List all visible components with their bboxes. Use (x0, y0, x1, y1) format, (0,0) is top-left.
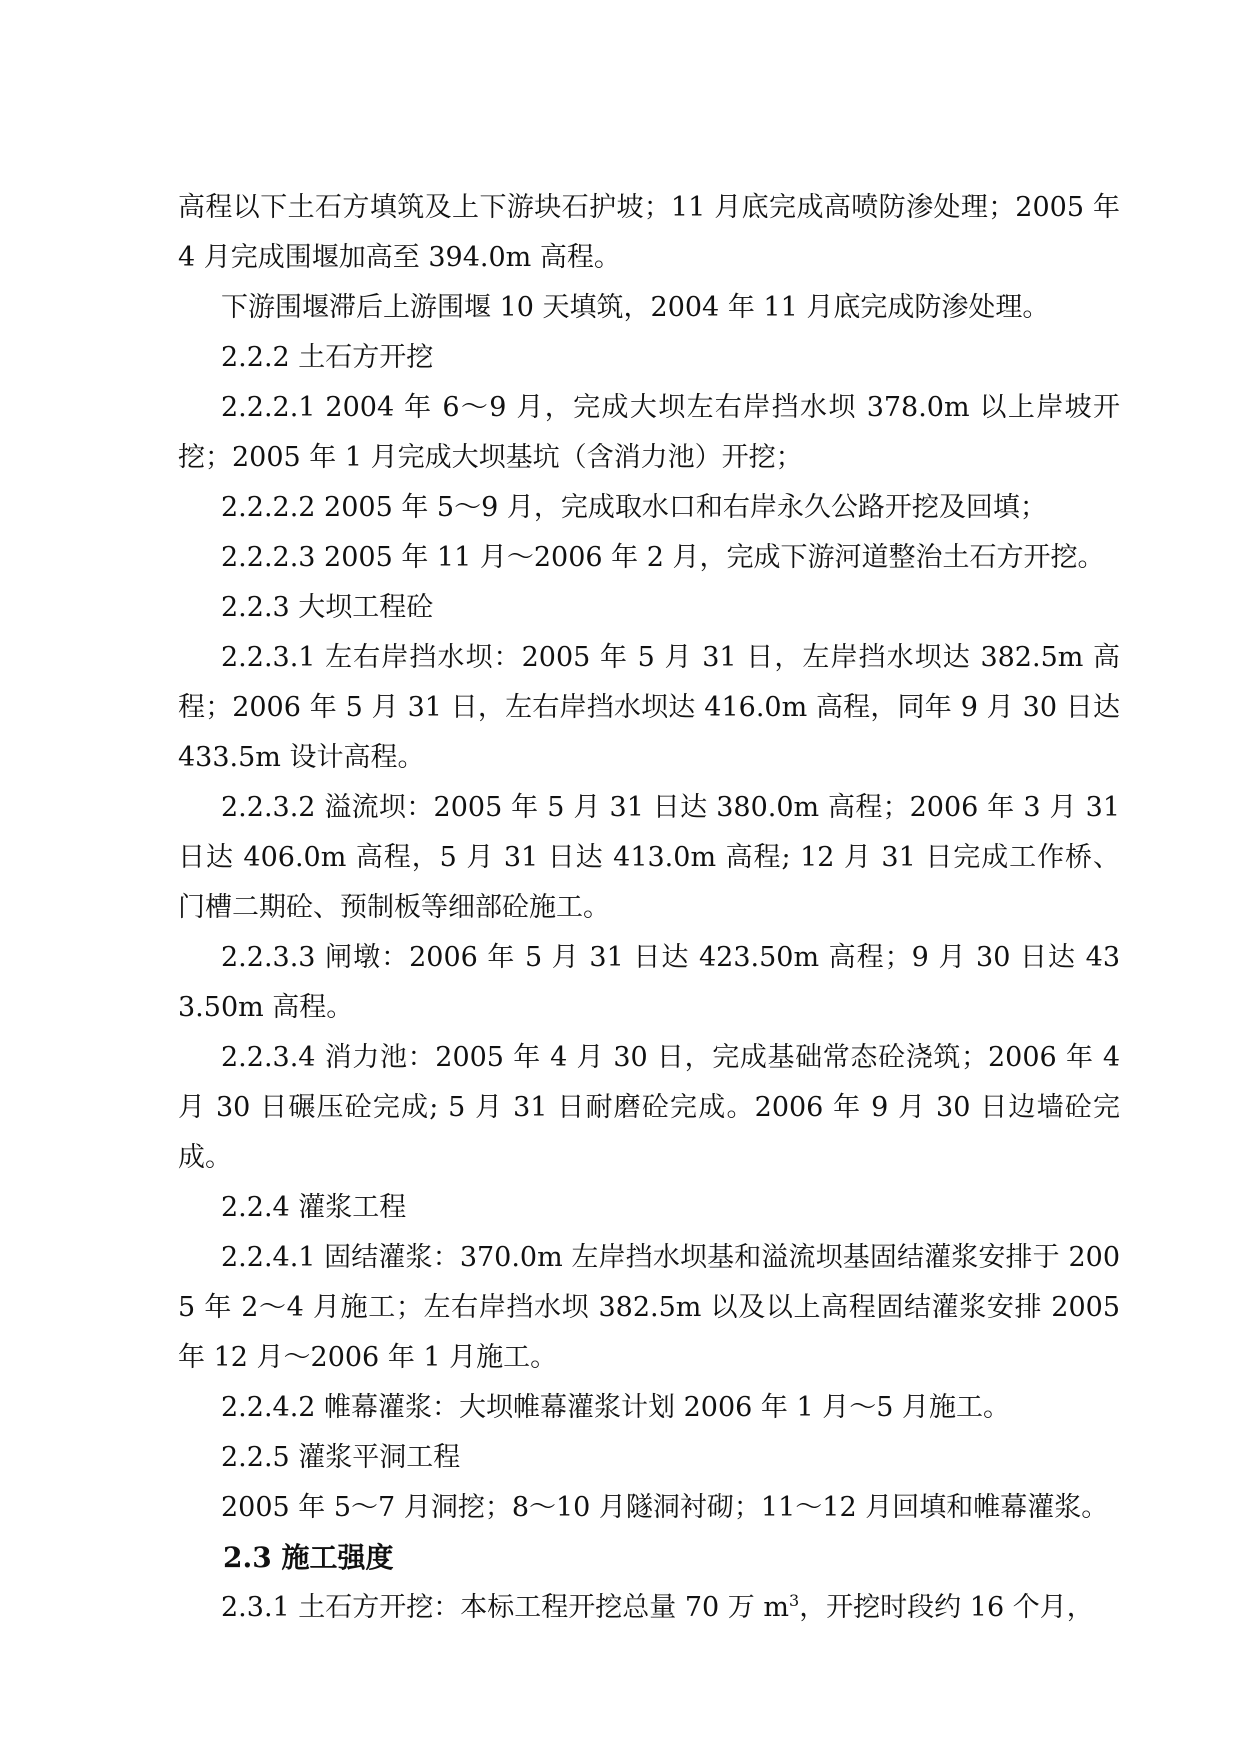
paragraph-2-3-1-tail: ，开挖时段约 16 个月， (799, 1592, 1094, 1623)
paragraph-2-2-2-2: 2.2.2.2 2005 年 5～9 月，完成取水口和右岸永久公路开挖及回填； (221, 492, 1047, 523)
paragraph-2-2-3-4: 2.2.3.4 消力池：2005 年 4 月 30 日，完成基础常态砼浇筑；2006 年 4 月 30 日碾压砼完成; 5 月 31 日耐磨砼完成。2006 年 9 月 30 日边墙砼完成。 (178, 1042, 1120, 1173)
paragraph-2-3-1 (178, 1583, 1120, 1633)
superscript-cubic: 3 (789, 1591, 800, 1610)
subheading-grouting-adit: 2.2.5 灌浆平洞工程 (221, 1442, 461, 1473)
paragraph-grouting-adit-schedule: 2005 年 5～7 月洞挖；8～10 月隧洞衬砌；11～12 月回填和帷幕灌浆。 (221, 1492, 1109, 1523)
paragraph-cofferdam-fill: 高程以下土石方填筑及上下游块石护坡；11 月底完成高喷防渗处理；2005 年 4 月完成围堰加高至 394.0m 高程。 (178, 192, 1120, 273)
section-heading-construction-intensity: 2.3 施工强度 (223, 1541, 394, 1574)
paragraph-2-2-4-1: 2.2.4.1 固结灌浆：370.0m 左岸挡水坝基和溢流坝基固结灌浆安排于 2005 年 2～4 月施工；左右岸挡水坝 382.5m 以及以上高程固结灌浆安排 2005 年 12 月～2006 年 1 月施工。 (178, 1242, 1120, 1373)
paragraph-2-2-2-3: 2.2.2.3 2005 年 11 月～2006 年 2 月，完成下游河道整治土石方开挖。 (221, 542, 1105, 573)
paragraph-2-3-1-text: 2.3.1 土石方开挖：本标工程开挖总量 70 万 m (221, 1592, 789, 1623)
paragraph-downstream-cofferdam: 下游围堰滞后上游围堰 10 天填筑，2004 年 11 月底完成防渗处理。 (221, 292, 1050, 323)
document-body (178, 183, 1120, 1633)
paragraph-2-2-2-1: 2.2.2.1 2004 年 6～9 月，完成大坝左右岸挡水坝 378.0m 以上岸坡开挖；2005 年 1 月完成大坝基坑（含消力池）开挖； (178, 392, 1120, 473)
subheading-dam-concrete: 2.2.3 大坝工程砼 (221, 592, 434, 623)
paragraph-2-2-3-1: 2.2.3.1 左右岸挡水坝：2005 年 5 月 31 日，左岸挡水坝达 382.5m 高程；2006 年 5 月 31 日，左右岸挡水坝达 416.0m 高程，同年 9 月 30 日达 433.5m 设计高程。 (178, 642, 1120, 773)
subheading-earthwork-excavation: 2.2.2 土石方开挖 (221, 342, 434, 373)
paragraph-2-2-4-2: 2.2.4.2 帷幕灌浆：大坝帷幕灌浆计划 2006 年 1 月～5 月施工。 (221, 1392, 1011, 1423)
subheading-grouting: 2.2.4 灌浆工程 (221, 1192, 407, 1223)
paragraph-2-2-3-2: 2.2.3.2 溢流坝：2005 年 5 月 31 日达 380.0m 高程；2006 年 3 月 31 日达 406.0m 高程，5 月 31 日达 413.0m 高程; 12 月 31 日完成工作桥、门槽二期砼、预制板等细部砼施工。 (178, 792, 1120, 923)
paragraph-2-2-3-3: 2.2.3.3 闸墩：2006 年 5 月 31 日达 423.50m 高程；9 月 30 日达 433.50m 高程。 (178, 942, 1120, 1023)
